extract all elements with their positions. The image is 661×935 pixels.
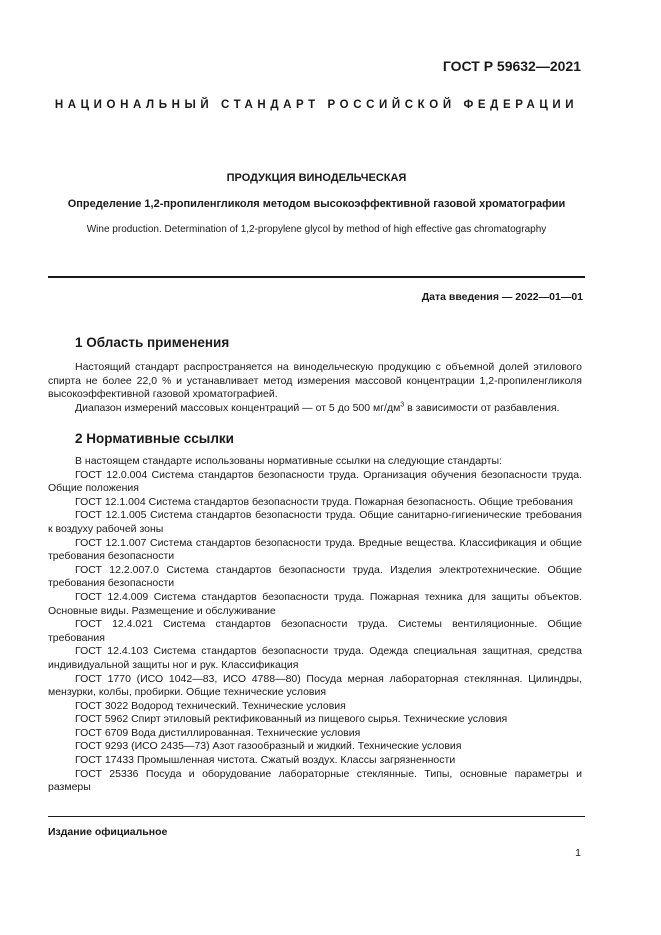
references-intro: В настоящем стандарте использованы нормативные ссылки на следующие стандарты: xyxy=(75,455,502,467)
national-standard-banner: НАЦИОНАЛЬНЫЙ СТАНДАРТ РОССИЙСКОЙ ФЕДЕРАЦИИ xyxy=(54,99,579,111)
section-1-paragraph: Настоящий стандарт распространяется на винодельческую продукцию с объемной долей этилового спирта не более 22,0 % и устанавливает метод измерения массовой концентрации 1,2-пропиленгликоля высокоэффективной газовой хроматографией. xyxy=(48,361,582,401)
measurement-range-superscript: 3 xyxy=(400,401,405,409)
reference-item: ГОСТ 12.4.009 Система стандартов безопасности труда. Пожарная техника для защиты объектов. Основные виды. Размещение и обслуживание xyxy=(48,590,582,617)
reference-item: ГОСТ 6709 Вода дистиллированная. Технические условия xyxy=(75,726,361,739)
reference-item: ГОСТ 12.0.004 Система стандартов безопасности труда. Организация обучения безопасности труда. Общие положения xyxy=(48,468,582,495)
document-title: ПРОДУКЦИЯ ВИНОДЕЛЬЧЕСКАЯ xyxy=(226,172,407,184)
section-1-heading: 1 Область применения xyxy=(75,335,230,350)
standard-number: ГОСТ Р 59632—2021 xyxy=(442,58,581,74)
reference-item: ГОСТ 12.2.007.0 Система стандартов безопасности труда. Изделия электротехнические. Общие требования безопасности xyxy=(48,563,582,590)
section-2-heading: 2 Нормативные ссылки xyxy=(75,431,234,446)
page-number: 1 xyxy=(575,847,581,859)
title-divider xyxy=(48,276,585,278)
reference-item: ГОСТ 12.1.004 Система стандартов безопасности труда. Пожарная безопасность. Общие требования xyxy=(75,495,573,508)
reference-item: ГОСТ 5962 Спирт этиловый ректификованный из пищевого сырья. Технические условия xyxy=(75,713,508,726)
reference-item: ГОСТ 17433 Промышленная чистота. Сжатый воздух. Классы загрязненности xyxy=(75,754,456,767)
footer-divider xyxy=(48,816,585,817)
reference-item: ГОСТ 12.1.007 Система стандартов безопасности труда. Вредные вещества. Классификация и общие требования безопасности xyxy=(48,536,582,563)
reference-item: ГОСТ 25336 Посуда и оборудование лабораторные стеклянные. Типы, основные параметры и размеры xyxy=(48,767,582,794)
official-edition-label: Издание официальное xyxy=(48,826,168,838)
reference-item: ГОСТ 3022 Водород технический. Технические условия xyxy=(75,699,346,712)
section-2-body xyxy=(48,455,582,795)
document-subtitle: Определение 1,2-пропиленгликоля методом высокоэффективной газовой хроматографии xyxy=(67,198,566,210)
reference-item: ГОСТ 9293 (ИСО 2435—73) Азот газообразный и жидкий. Технические условия xyxy=(75,740,462,753)
section-1-body xyxy=(48,361,582,415)
measurement-range-paragraph xyxy=(48,402,582,416)
measurement-range-tail: в зависимости от разбавления. xyxy=(404,401,560,414)
reference-item: ГОСТ 1770 (ИСО 1042—83, ИСО 4788—80) Посуда мерная лабораторная стеклянная. Цилиндры, мензурки, колбы, пробирки. Общие технические условия xyxy=(48,672,582,699)
english-title: Wine production. Determination of 1,2-propylene glycol by method of high effective gas chromatography xyxy=(86,224,547,235)
date-introduced: Дата введения — 2022—01—01 xyxy=(421,291,583,303)
reference-item: ГОСТ 12.4.103 Система стандартов безопасности труда. Одежда специальная защитная, средства индивидуальной защиты ног и рук. Классификация xyxy=(48,645,582,671)
reference-item: ГОСТ 12.4.021 Система стандартов безопасности труда. Системы вентиляционные. Общие требования xyxy=(48,618,582,644)
reference-item: ГОСТ 12.1.005 Система стандартов безопасности труда. Общие санитарно-гигиенические требования к воздуху рабочей зоны xyxy=(48,509,582,535)
measurement-range-text: Диапазон измерений массовых концентраций — от 5 до 500 мг/дм xyxy=(75,401,401,414)
